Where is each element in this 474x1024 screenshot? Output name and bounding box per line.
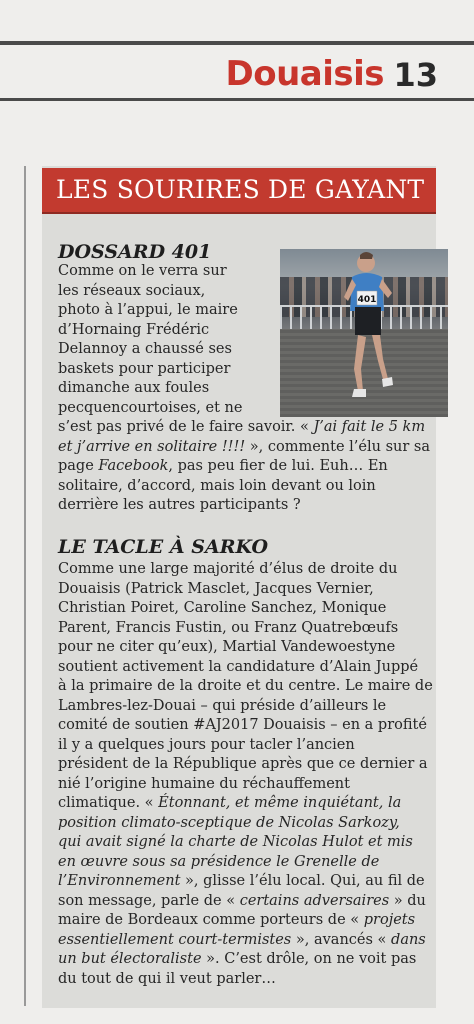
article-body-dossard: [58, 262, 430, 516]
text-run: Delannoy a chaussé ses: [58, 341, 232, 357]
text-line: [58, 794, 433, 814]
text-run: pour ne citer qu’eux), Martial Vandewoestyne: [58, 639, 396, 655]
text-run: pecquencourtoises, et ne: [58, 399, 243, 416]
section-name: Douaisis: [225, 54, 384, 94]
text-run: photo à l’appui, le maire: [58, 302, 238, 318]
text-run: les réseaux sociaux,: [58, 282, 206, 299]
text-line: [58, 970, 433, 990]
text-run: dimanche aux foules: [58, 380, 210, 396]
text-line: [58, 580, 433, 600]
text-line: [58, 736, 433, 756]
text-line: [58, 379, 430, 399]
text-run: », glisse l’élu local. Qui, au fil de: [180, 873, 425, 889]
top-rule: [0, 41, 474, 45]
text-run: Facebook: [98, 458, 169, 474]
text-line: [58, 892, 433, 912]
text-line: [58, 619, 433, 639]
text-run: certains adversaires: [239, 892, 390, 909]
header-rule: [0, 98, 474, 101]
text-run: s’est pas privé de le faire savoir. «: [58, 419, 314, 435]
text-run: il y a quelques jours pour tacler l’ancien: [58, 736, 355, 753]
text-line: [58, 716, 433, 736]
text-run: et j’arrive en solitaire !!!!: [58, 438, 250, 455]
text-run: ». C’est drôle, on ne voit pas: [201, 951, 417, 967]
text-run: baskets pour participer: [58, 360, 231, 377]
text-line: [58, 872, 433, 892]
text-line: [58, 697, 433, 717]
text-line: [58, 911, 433, 931]
text-run: Lambres-lez-Douai – qui préside d’ailleurs le: [58, 697, 387, 714]
text-run: solitaire, d’accord, mais loin devant ou loin: [58, 477, 376, 494]
text-line: [58, 438, 430, 458]
text-line: [58, 418, 430, 438]
text-line: [58, 496, 430, 516]
text-run: à la primaire de la droite et du centre. Le maire de: [58, 678, 433, 694]
text-run: Christian Poiret, Caroline Sanchez, Monique: [58, 600, 387, 616]
article-heading-dossard: DOSSARD 401: [58, 241, 212, 263]
column-title: LES SOURIRES DE GAYANT: [56, 175, 425, 204]
text-run: page: [58, 458, 99, 474]
column-divider: [24, 166, 26, 1006]
text-run: son message, parle de «: [58, 892, 240, 909]
text-run: Douaisis (Patrick Masclet, Jacques Vernier,: [58, 580, 374, 597]
text-run: climatique. «: [58, 795, 159, 811]
text-run: maire de Bordeaux comme porteurs de «: [58, 912, 364, 928]
text-run: position climato-sceptique de Nicolas Sarkozy,: [58, 814, 400, 831]
text-line: [58, 658, 433, 678]
text-run: un but électoraliste: [58, 951, 202, 967]
text-line: [58, 282, 430, 302]
text-run: Étonnant, et même inquiétant, la: [158, 795, 402, 811]
text-run: du tout de qui il veut parler…: [58, 970, 276, 987]
text-run: », commente l’élu sur sa: [249, 438, 430, 455]
text-run: essentiellement court-termistes: [58, 931, 292, 948]
text-line: [58, 599, 433, 619]
text-line: [58, 638, 433, 658]
text-run: projets: [363, 912, 416, 928]
column-banner: [42, 168, 436, 214]
text-run: Parent, Francis Fustin, ou Franz Quatrebœufs: [58, 619, 399, 636]
text-line: [58, 931, 433, 951]
text-line: [58, 360, 430, 380]
text-line: [58, 399, 430, 419]
text-line: [58, 677, 433, 697]
article-body-tacle: [58, 560, 433, 989]
text-line: [58, 833, 433, 853]
text-line: [58, 262, 430, 282]
text-run: J’ai fait le 5 km: [313, 419, 426, 435]
text-run: d’Hornaing Frédéric: [58, 321, 210, 338]
text-run: derrière les autres participants ?: [58, 497, 301, 513]
text-run: » du: [389, 892, 426, 909]
text-line: [58, 755, 433, 775]
text-line: [58, 321, 430, 341]
text-run: Comme on le verra sur: [58, 263, 227, 279]
article-heading-tacle: LE TACLE À SARKO: [58, 536, 269, 558]
text-run: qui avait signé la charte de Nicolas Hulot et mis: [58, 834, 413, 850]
text-run: soutient activement la candidature d’Alain Juppé: [58, 658, 419, 675]
text-run: comité de soutien #AJ2017 Douaisis – en a profité: [58, 717, 427, 733]
text-line: [58, 301, 430, 321]
text-line: [58, 814, 433, 834]
text-run: dans: [391, 931, 426, 948]
text-line: [58, 560, 433, 580]
text-line: [58, 853, 433, 873]
page-number: 13: [393, 56, 438, 94]
text-run: , pas peu fier de lui. Euh… En: [168, 458, 388, 474]
text-run: l’Environnement: [58, 873, 181, 889]
text-line: [58, 457, 430, 477]
text-line: [58, 340, 430, 360]
text-run: nié l’origine humaine du réchauffement: [58, 775, 350, 792]
text-line: [58, 477, 430, 497]
bib-number: 401: [357, 295, 377, 305]
text-line: [58, 775, 433, 795]
text-run: en œuvre sous sa présidence le Grenelle de: [58, 853, 380, 870]
text-run: président de la République après que ce dernier a: [58, 756, 428, 772]
text-line: [58, 950, 433, 970]
text-run: Comme une large majorité d’élus de droite du: [58, 561, 398, 577]
text-run: », avancés «: [291, 931, 392, 948]
